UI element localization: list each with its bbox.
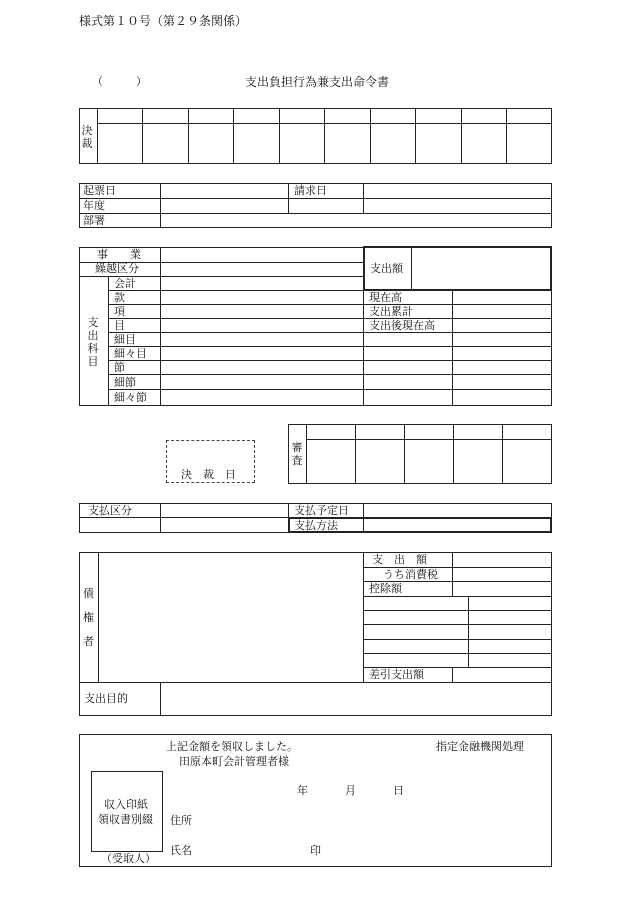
shishutsu-go-label: 支出後現在高 — [369, 319, 435, 332]
receipt-statement: 上記金額を領収しました。 — [166, 740, 298, 753]
day-label: 日 — [393, 784, 404, 797]
paren-blank: （ ） — [92, 75, 147, 88]
shishutsu-gaku-label: 支出額 — [370, 262, 403, 275]
bank-processing-label: 指定金融機関処理 — [436, 740, 524, 753]
kamoku-item: 款 — [114, 291, 125, 304]
creditor-label-char: 者 — [83, 635, 94, 648]
approval-label: 決裁 — [81, 124, 93, 150]
kurikoshi-label: 繰越区分 — [95, 262, 139, 275]
nendo-label: 年度 — [83, 199, 105, 212]
receiver-label: （受取人） — [101, 852, 156, 865]
creditor-label-char: 権 — [83, 611, 94, 624]
sashihiki-label: 差引支出額 — [369, 668, 424, 681]
seikyu-bi-label: 請求日 — [294, 184, 327, 197]
seal-label: 印 — [310, 844, 321, 857]
year-label: 年 — [297, 784, 308, 797]
shiharai-kubun-label: 支払区分 — [88, 504, 132, 517]
shishutsu-ruikei-label: 支出累計 — [369, 305, 413, 318]
shinsa-label: 審査 — [291, 441, 303, 467]
shishutsu-kamoku-label: 支出科目 — [87, 316, 99, 368]
genzai-daka-label: 現在高 — [369, 291, 402, 304]
kamoku-item: 会計 — [114, 277, 136, 290]
kessai-bi-label: 決 裁 日 — [181, 468, 236, 481]
shiharai-hoho-label: 支払方法 — [294, 519, 338, 532]
jigyo-label: 事 業 — [97, 248, 141, 261]
kamoku-item: 細々節 — [114, 391, 147, 404]
busho-label: 部署 — [83, 214, 105, 227]
receipt-addressee: 田原本町会計管理者様 — [179, 755, 289, 768]
address-label: 住所 — [170, 814, 192, 827]
kamoku-item: 細目 — [114, 333, 136, 346]
kamoku-item: 項 — [114, 305, 125, 318]
kamoku-item: 細節 — [114, 376, 136, 389]
creditor-label-char: 債 — [83, 587, 94, 600]
name-label: 氏名 — [170, 844, 192, 857]
month-label: 月 — [345, 784, 356, 797]
kamoku-item: 目 — [114, 319, 125, 332]
uchi-shohizei-label: うち消費税 — [383, 568, 438, 581]
revenue-stamp-box — [91, 771, 163, 852]
mokuteki-label: 支出目的 — [84, 692, 128, 705]
stamp-line1: 収入印紙 — [104, 798, 148, 811]
kihyo-bi-label: 起票日 — [83, 184, 116, 197]
kamoku-item: 節 — [114, 361, 125, 374]
shishutsu-gaku-label: 支 出 額 — [372, 553, 427, 566]
shiharai-yotei-label: 支払予定日 — [294, 504, 349, 517]
kamoku-item: 細々目 — [114, 347, 147, 360]
page-title: 支出負担行為兼支出命令書 — [245, 75, 390, 89]
kojo-gaku-label: 控除額 — [369, 582, 402, 595]
stamp-line2: 領収書別綴 — [98, 813, 153, 826]
form-number: 様式第１０号（第２９条関係） — [79, 14, 248, 28]
